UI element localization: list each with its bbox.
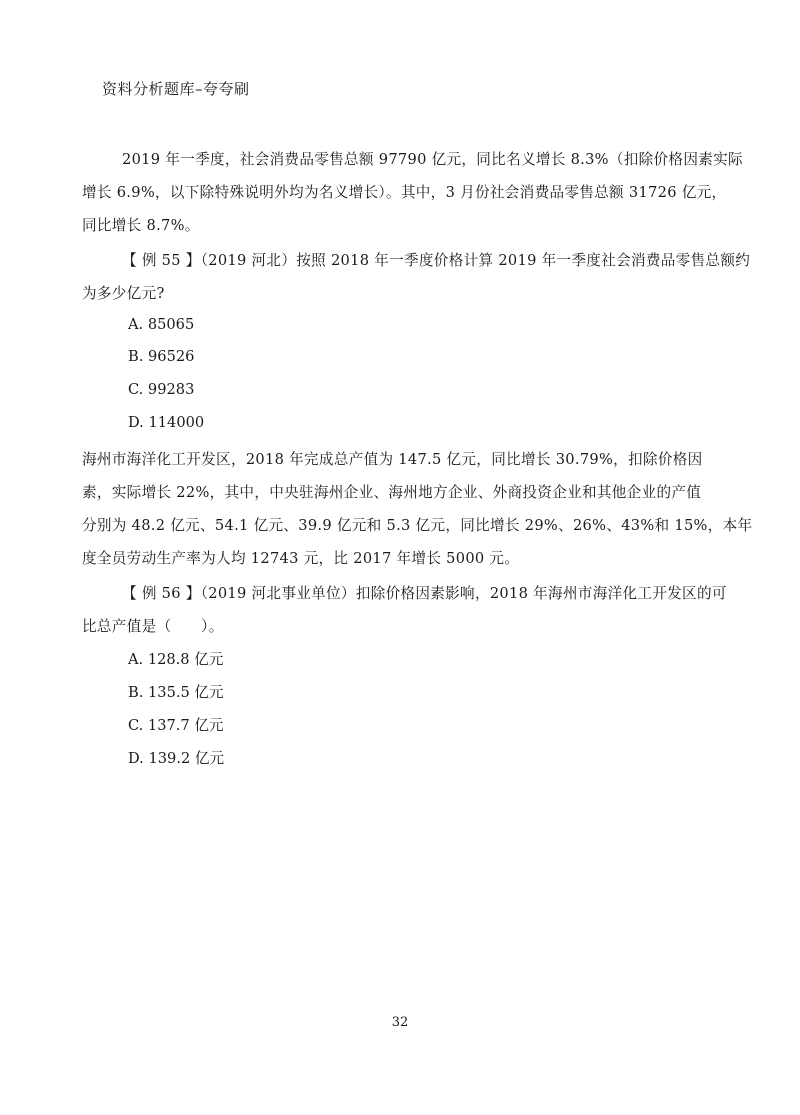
passage-1-line: 2019 年一季度，社会消费品零售总额 97790 亿元，同比名义增长 8.3%（扣除价格因素实际 xyxy=(122,151,743,168)
question-55-stem-line: 【 例 55 】（2019 河北）按照 2018 年一季度价格计算 2019 年一季度社会消费品零售总额约 xyxy=(122,252,751,269)
option-b: B. 96526 xyxy=(128,348,195,365)
page-header: 资料分析题库–夸夸刷 xyxy=(102,80,250,98)
option-a: A. 85065 xyxy=(128,316,195,333)
option-c: C. 137.7 亿元 xyxy=(128,717,224,734)
question-56-stem-line: 比总产值是（ ）。 xyxy=(82,618,224,635)
question-56-stem-line: 【 例 56 】（2019 河北事业单位）扣除价格因素影响，2018 年海州市海洋化工开发区的可 xyxy=(122,585,727,602)
option-d: D. 114000 xyxy=(128,414,205,431)
passage-1-line: 增长 6.9%，以下除特殊说明外均为名义增长）。其中，3 月份社会消费品零售总额 31726 亿元， xyxy=(82,184,727,201)
passage-2-line: 素，实际增长 22%，其中，中央驻海州企业、海州地方企业、外商投资企业和其他企业的产值 xyxy=(82,484,702,501)
page-number: 32 xyxy=(391,1015,409,1030)
option-d: D. 139.2 亿元 xyxy=(128,750,225,767)
passage-2-line: 海州市海洋化工开发区，2018 年完成总产值为 147.5 亿元，同比增长 30.79%，扣除价格因 xyxy=(82,451,703,468)
passage-2-line: 度全员劳动生产率为人均 12743 元，比 2017 年增长 5000 元。 xyxy=(82,550,520,567)
option-b: B. 135.5 亿元 xyxy=(128,684,224,701)
option-a: A. 128.8 亿元 xyxy=(128,651,224,668)
passage-2-line: 分别为 48.2 亿元、54.1 亿元、39.9 亿元和 5.3 亿元，同比增长 29%、26%、43%和 15%，本年 xyxy=(82,517,753,534)
passage-1-line: 同比增长 8.7%。 xyxy=(82,217,200,234)
option-c: C. 99283 xyxy=(128,381,195,398)
question-55-stem-line: 为多少亿元? xyxy=(82,285,165,302)
